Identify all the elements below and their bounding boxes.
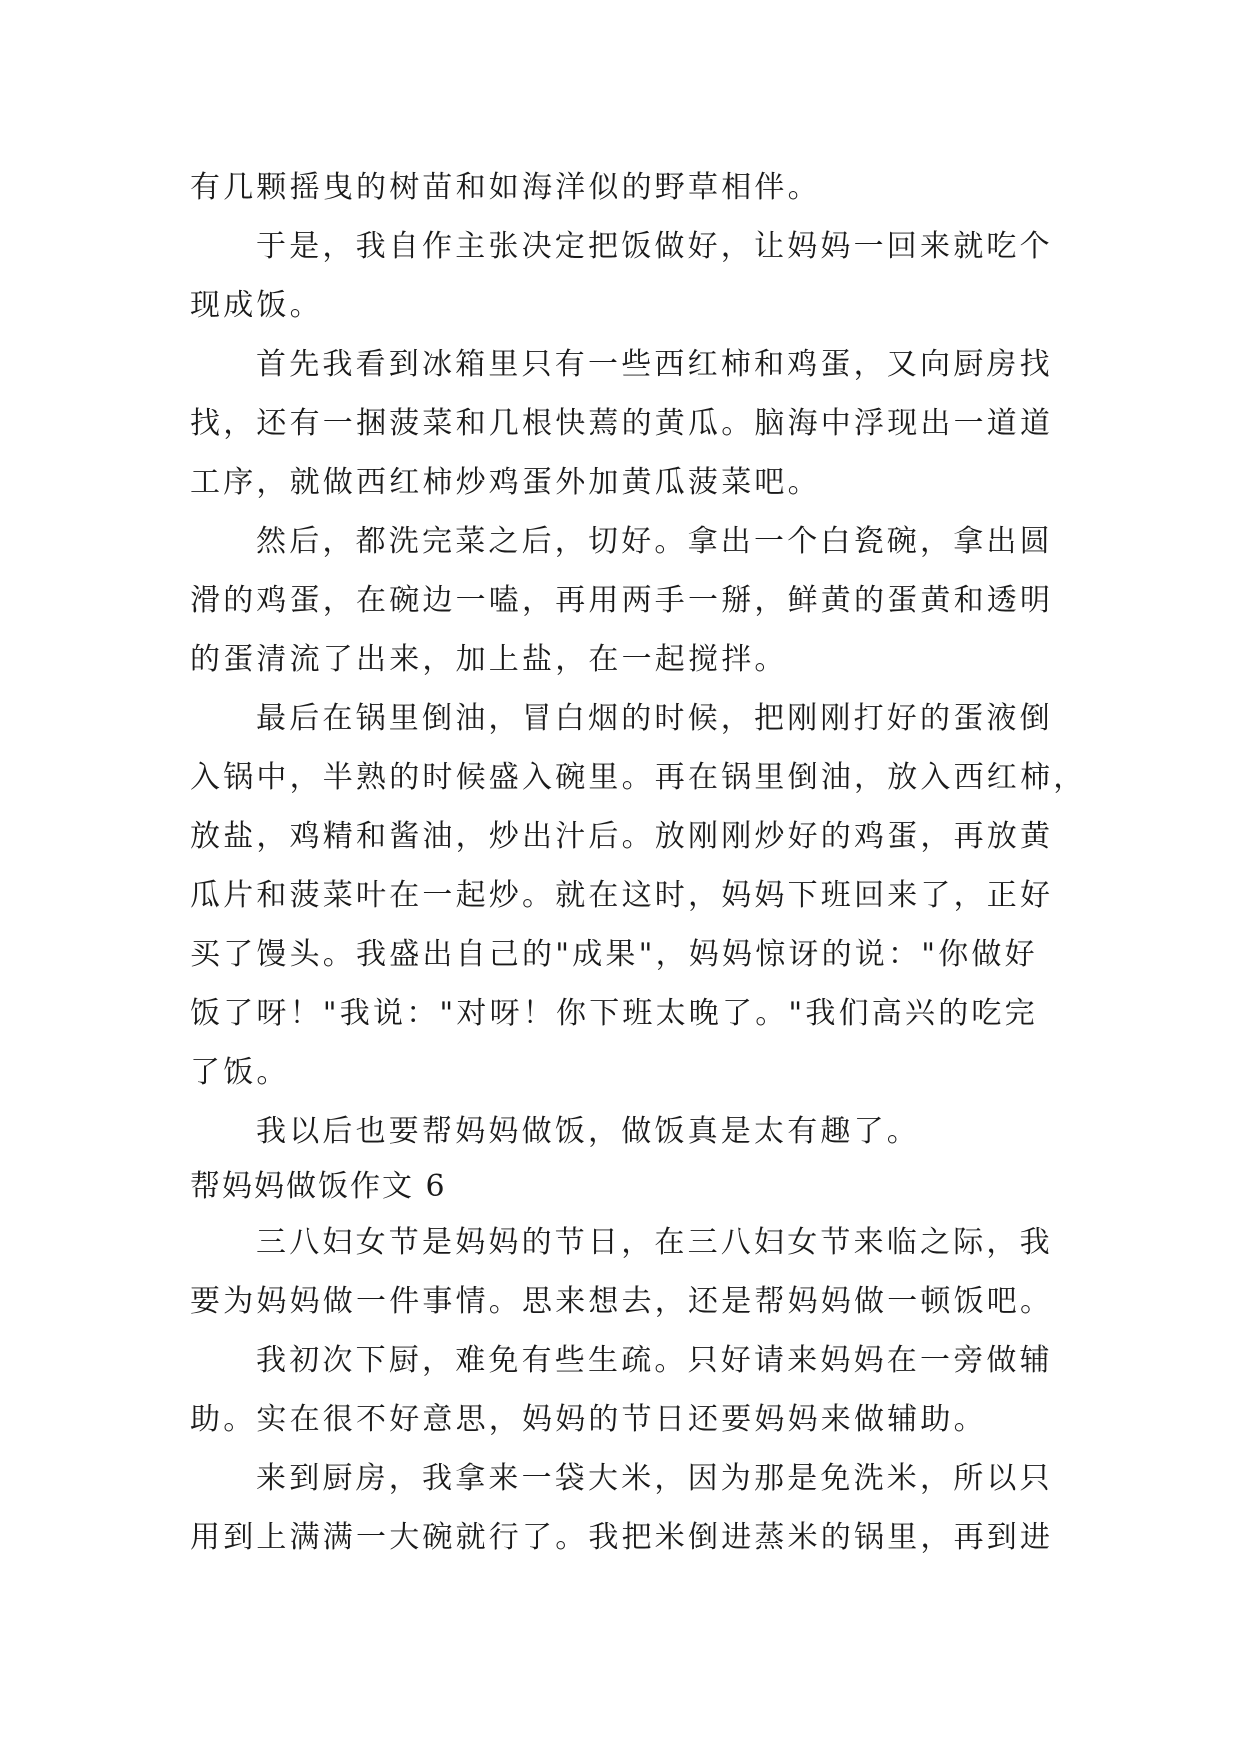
text-line: 找，还有一捆菠菜和几根快蔫的黄瓜。脑海中浮现出一道道 [190,406,1054,441]
paragraph-start-line: 然后，都洗完菜之后，切好。拿出一个白瓷碗，拿出圆 [256,524,1053,559]
paragraph-start-line: 我初次下厨，难免有些生疏。只好请来妈妈在一旁做辅 [256,1343,1053,1378]
paragraph-start-line: 首先我看到冰箱里只有一些西红柿和鸡蛋，又向厨房找 [256,347,1053,382]
text-line: 有几颗摇曳的树苗和如海洋似的野草相伴。 [190,170,821,205]
text-line: 放盐，鸡精和酱油，炒出汁后。放刚刚炒好的鸡蛋，再放黄 [190,819,1054,854]
paragraph-start-line: 最后在锅里倒油，冒白烟的时候，把刚刚打好的蛋液倒 [256,701,1053,736]
text-line: 工序，就做西红柿炒鸡蛋外加黄瓜菠菜吧。 [190,465,821,500]
document-body [190,158,1087,1567]
paragraph-start-line: 三八妇女节是妈妈的节日，在三八妇女节来临之际，我 [256,1225,1053,1260]
text-line: 瓜片和菠菜叶在一起炒。就在这时，妈妈下班回来了，正好 [190,878,1054,913]
text-line: 入锅中，半熟的时候盛入碗里。再在锅里倒油，放入西红柿， [190,760,1087,795]
text-line: 用到上满满一大碗就行了。我把米倒进蒸米的锅里，再到进 [190,1520,1054,1555]
text-line: 滑的鸡蛋，在碗边一嗑，再用两手一掰，鲜黄的蛋黄和透明 [190,583,1054,618]
section-heading: 帮妈妈做饭作文 6 [190,1169,447,1204]
text-line: 买了馒头。我盛出自己的"成果"，妈妈惊讶的说："你做好 [190,937,1038,972]
text-line: 要为妈妈做一件事情。思来想去，还是帮妈妈做一顿饭吧。 [190,1284,1054,1319]
text-line: 了饭。 [190,1055,290,1090]
text-line: 饭了呀！"我说："对呀！你下班太晚了。"我们高兴的吃完 [190,996,1038,1031]
text-line: 助。实在很不好意思，妈妈的节日还要妈妈来做辅助。 [190,1402,987,1437]
text-line: 的蛋清流了出来，加上盐，在一起搅拌。 [190,642,788,677]
text-line: 现成饭。 [190,288,323,323]
paragraph-start-line: 于是，我自作主张决定把饭做好，让妈妈一回来就吃个 [256,229,1053,264]
paragraph-start-line: 来到厨房，我拿来一袋大米，因为那是免洗米，所以只 [256,1461,1053,1496]
paragraph-start-line: 我以后也要帮妈妈做饭，做饭真是太有趣了。 [256,1114,920,1149]
